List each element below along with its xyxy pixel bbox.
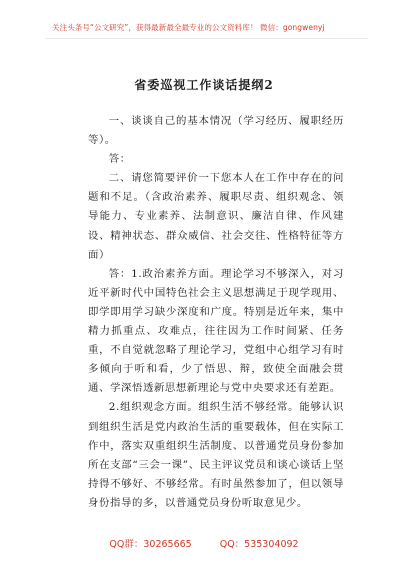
footer-contact — [0, 536, 408, 550]
paragraph-3: 二、请您简要评价一下您本人在工作中存在的问题和不足。（含政治素养、履职尽责、组织观念、领导能力、专业素养、法制意识、廉洁自律、作风建设、精神状态、群众威信、社会交往、性格特征等方面） — [88, 172, 344, 261]
header-divider — [46, 38, 368, 39]
paragraph-2: 答： — [108, 153, 131, 166]
paragraph-5: 2.组织观念方面。组织生活不够经常。能够认识到组织生活是党内政治生活的重要载体，但在实际工作中，落实双重组织生活制度、以普通党员身份参加所在支部“三会一课”、民主评议党员和谈心谈话上坚持得不够好、不够经常。有时虽然参加了，但以领导身份指导的多，以普通党员身份听取意见少。 — [88, 401, 344, 509]
document-body — [88, 112, 344, 513]
footer-qq: QQ：535304092 — [219, 539, 299, 550]
paragraph-4: 答：1.政治素养方面。理论学习不够深入，对习近平新时代中国特色社会主义思想满足于现学现用、即学即用学习缺少深度和广度。特别是近年来，集中精力抓重点、攻难点，往往因为工作时间紧、任务重，不自觉就忽略了理论学习，党组中心组学习有时多倾向于听和看，少了悟思、辩，致使全面融会贯通、学深悟透新思想新理论与党中央要求还有差距。 — [88, 267, 344, 395]
paragraph-1: 一、谈谈自己的基本情况（学习经历、履职经历等）。 — [88, 115, 344, 147]
header-banner: 关注头条号“公文研究”，获得最新最全最专业的公文资料库！ 微信：gongwenyj — [52, 23, 325, 32]
document-title: 省委巡视工作谈话提纲2 — [134, 78, 274, 92]
footer-qq-group: QQ群：30265665 — [109, 539, 192, 550]
